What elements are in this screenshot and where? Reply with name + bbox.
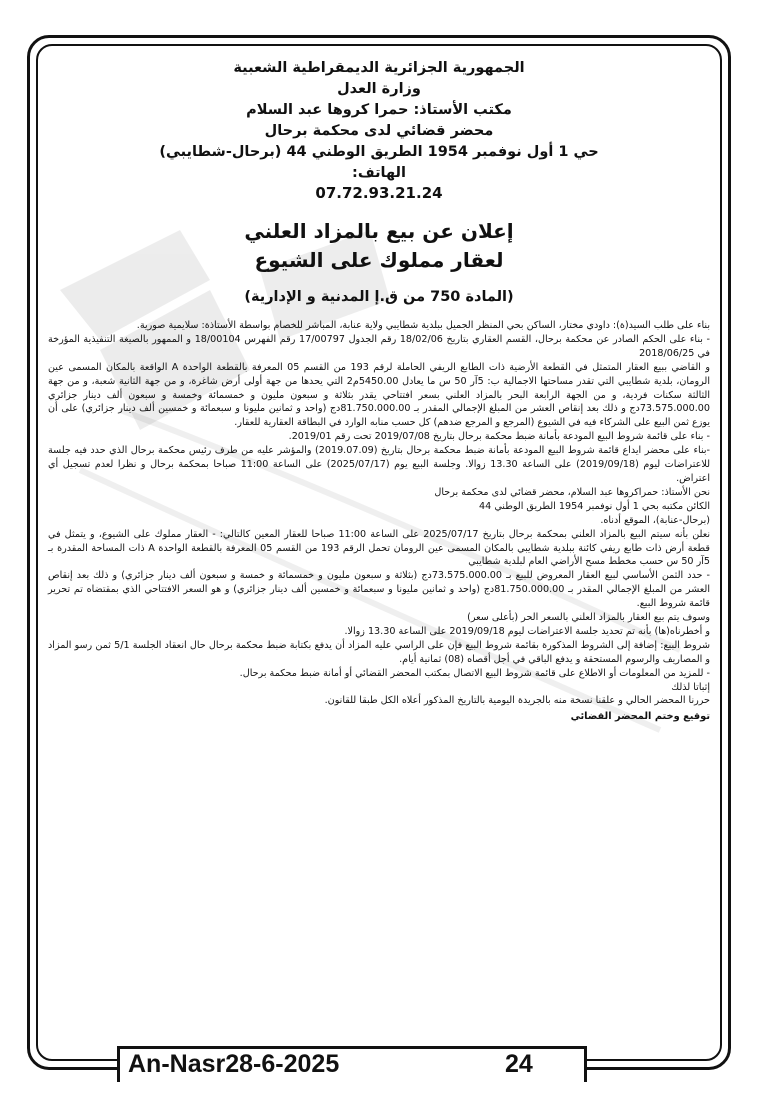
paragraph: وسوف يتم بيع العقار بالمزاد العلني بالسعر الحر (بأعلى سعر) <box>467 612 710 624</box>
announcement-title <box>48 217 710 275</box>
ministry-name: وزارة العدل <box>337 81 421 97</box>
paragraph: - للمزيد من المعلومات أو الاطلاع على قائمة شروط البيع الاتصال بمكتب المحضر القضائي أو أمانة ضبط محكمة برحال. <box>239 667 710 679</box>
office-name: مكتب الأستاذ: حمرا كروها عبد السلام <box>246 102 512 118</box>
title-line-1: إعلان عن بيع بالمزاد العلني <box>244 219 514 243</box>
paragraph: - بناء على الحكم الصادر عن محكمة برحال، القسم العقاري بتاريخ 18/02/06 رقم الجدول 17/00797 رقم الفهرس 18/00104 و الممهور بالصيغة التنفيذية المؤرخة في 2018/06/25 <box>48 333 710 359</box>
paragraph: و أخطرناه(ها) بأنه تم تحديد جلسة الاعتراضات ليوم 2019/09/18 على الساعة 13.30 زوالا. <box>344 625 710 637</box>
paragraph: إثباتا لذلك <box>671 681 710 693</box>
legal-article: (المادة 750 من ق.إ المدنية و الإدارية) <box>244 289 514 305</box>
paragraph: بناء على طلب السيد(ة): داودي مختار، الساكن بحي المنظر الجميل ببلدية شطايبي ولاية عنابة، المباشر للخصام بواسطة الأستاذة: سلايمية صورية. <box>136 320 710 331</box>
paragraph: الكائن مكتبه بحي 1 أول نوفمبر 1954 الطريق الوطني 44 <box>479 500 710 512</box>
header <box>48 58 710 203</box>
paragraph: حررنا المحضر الحالي و علقنا نسخة منه بالجريدة اليومية بالتاريخ المذكور أعلاه الكل طبقا للقانون. <box>324 695 710 707</box>
announcement <box>48 58 710 1043</box>
country-name: الجمهورية الجزائرية الديمقراطية الشعبية <box>233 60 525 76</box>
phone-label: الهاتف: <box>352 165 406 181</box>
title-line-2: لعقار مملوك على الشيوع <box>254 248 504 272</box>
paragraph: - بناء على قائمة شروط البيع المودعة بأمانة ضبط محكمة برحال بتاريخ 2019/07/08 تحت رقم 2019/01. <box>288 431 710 443</box>
signature-label: توقيع وختم المحضر القضائي <box>570 711 710 723</box>
office-address: حي 1 أول نوفمبر 1954 الطريق الوطني 44 (برحال-شطايبي) <box>159 144 599 160</box>
phone-number: 07.72.93.21.24 <box>315 184 443 202</box>
paragraph: -بناء على محضر ايداع قائمة شروط البيع المودعة بأمانة ضبط محكمة برحال بتاريخ (2019.07.09) والمؤشر عليه من طرف رئيس محكمة برحال الذي حدد فيه جلسة للاعتراضات ليوم (2019/09/18) على الساعة 13.30 زوالا. وجلسة البيع يوم (2025/07/17) على الساعة 11:00 صباحا بمحكمة برحال و نظرا لعدم تسجيل أي اعتراض. <box>48 445 710 484</box>
paragraph: (برحال-عنابة)، الموقع أدناه. <box>600 514 710 526</box>
announcement-body <box>48 319 710 708</box>
page-number: 24 <box>505 1050 533 1078</box>
paragraph: نعلن بأنه سيتم البيع بالمزاد العلني بمحكمة برحال بتاريخ 2025/07/17 على الساعة 11:00 صباحا للعقار المعين كالتالي: - العقار مملوك على الشيوع، و يتمثل في قطعة أرض ذات طابع ريفي كائنة ببلدية شطايبي بالمكان المسمى عين الرومان تحمل الرقم 193 من القسم 05 المعرفة بالقطعة الواحدة A ذات المساحة المقدرة بـ 5آر 50 س حسب مخطط مسح الأراضي العام لبلدية شطايبي <box>48 528 711 568</box>
bailiff-title: محضر قضائي لدى محكمة برحال <box>264 123 494 139</box>
paragraph: نحن الأستاذ: حمراكروها عبد السلام، محضر قضائي لدى محكمة برحال <box>434 486 710 498</box>
newspaper-source: An-Nasr28-6-2025 <box>128 1050 340 1078</box>
paragraph: و القاضي ببيع العقار المتمثل في القطعة الأرضية ذات الطابع الريفي الحاملة لرقم 193 من القسم 05 المعرفة بالقطعة الواحدة A الواقعة بالمكان المسمى عين الرومان، بلدية شطايبي التي تقدر مساحتها الاجمالية ب: 5آر 50 س ما يعادل 5450.00م2 التي يحدها من جهة أولى أرض شاغرة، و من جهة الثانية شعبة، و من جهة الثالثة سكنات فردية، و من الجهة الرابعة البحر بالمزاد العلني بسعر افتتاحي يقدر بثلاثة و سبعون مليون و خمسمائة وخمسة و سبعون ألف دينار جزائري 73.575.000.00دج و ذلك بعد إنقاص العشر من المبلغ الإجمالي المقدر بـ 81.750.000.00دج (واحد و ثمانين مليونا و سبعمائة و خمسين ألف دينار جزائري) على أن يوزع ثمن البيع على الشركاء فيه في الشيوع (المرجع و المرجع ضدهم) كل حسب منابه الوارد في البطاقة العقارية للعقار. <box>48 361 711 429</box>
paragraph: شروط البيع: إضافة إلى الشروط المذكورة بقائمة شروط البيع فإن على الراسي عليه المزاد أن يدفع بكتابة ضبط محكمة برحال حال انعقاد الجلسة 5/1 ثمن رسو المزاد و المصاريف والرسوم المستحقة و يدفع الباقي في أجل أقصاه (08) ثمانية أيام. <box>48 639 710 665</box>
paragraph: - حدد الثمن الأساسي لبيع العقار المعروض للبيع بـ 73.575.000.00دج (بثلاثة و سبعون مليون و خمسمائة و خمسة و سبعون ألف دينار جزائري) و ذلك بعد إنقاص العشر من المبلغ الإجمالي المقدر بـ 81.750.000.00دج (واحد و ثمانين مليونا و سبعمائة و خمسين ألف دينار جزائري) و هو السعر الافتتاحي الذي بمقتضاه تم تحرير قائمة شروط البيع. <box>48 570 711 610</box>
